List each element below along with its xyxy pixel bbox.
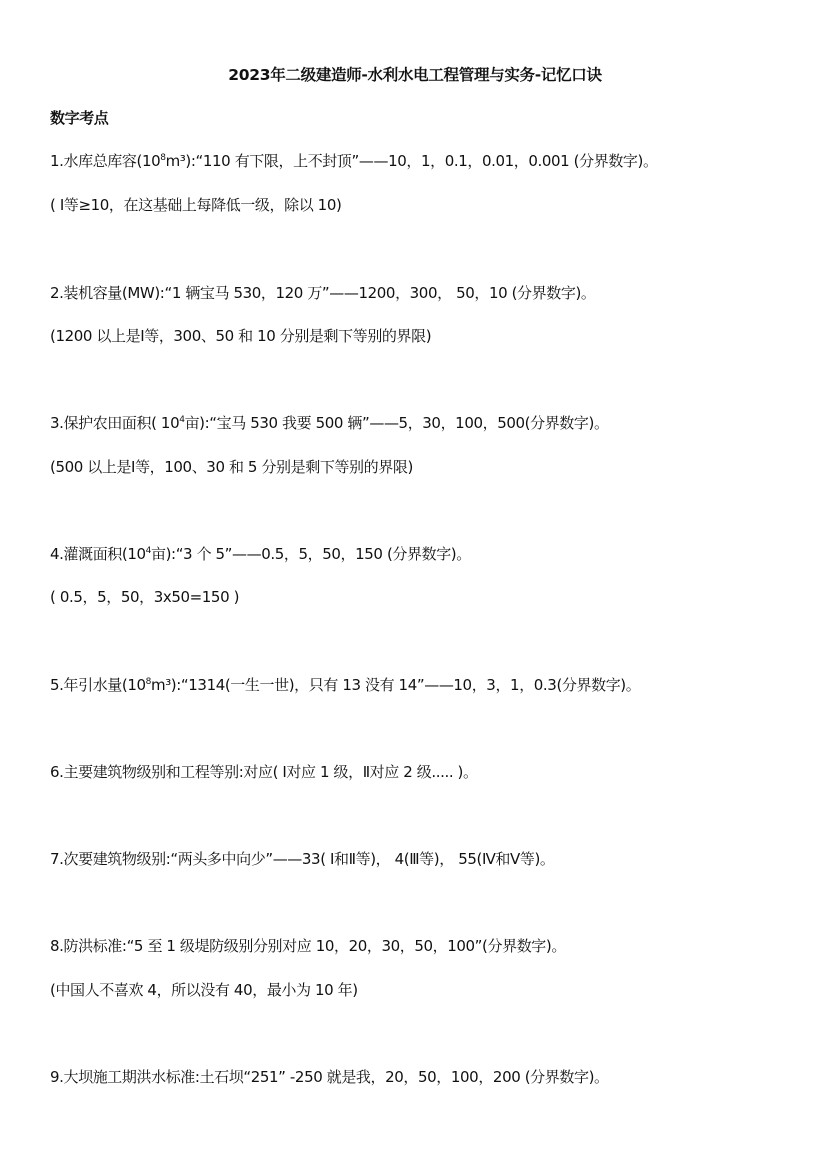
item-8-main: 8.防洪标准:“5 至 1 级堤防级别分别对应 10，20，30，50，100”(分界数字)。: [50, 937, 566, 955]
item-4-note: ( 0.5，5，50，3x50=150 ): [50, 588, 240, 606]
item-3-main: [50, 412, 609, 433]
item-4-prefix: 4.灌溉面积(10: [50, 545, 146, 563]
item-1-rest: m³):“110 有下限，上不封顶”——10，1，0.1，0.01，0.001 (分界数字)。: [165, 152, 658, 170]
item-2-note: (1200 以上是Ⅰ等，300、50 和 10 分别是剩下等别的界限): [50, 327, 432, 345]
item-9-main: 9.大坝施工期洪水标准:土石坝“251” -250 就是我，20，50，100，200 (分界数字)。: [50, 1068, 609, 1086]
item-3-superscript: 4: [179, 415, 185, 425]
item-3-rest: 亩):“宝马 530 我要 500 辆”——5，30，100，500(分界数字)。: [184, 414, 609, 432]
item-4-superscript: 4: [145, 546, 151, 556]
item-3-note: (500 以上是Ⅰ等，100、30 和 5 分别是剩下等别的界限): [50, 458, 413, 476]
item-3-prefix: 3.保护农田面积( 10: [50, 414, 180, 432]
item-1-note: ( Ⅰ等≥10，在这基础上每降低一级，除以 10): [50, 196, 342, 214]
item-8-note: (中国人不喜欢 4，所以没有 40，最小为 10 年): [50, 981, 358, 999]
item-5-prefix: 5.年引水量(10: [50, 676, 146, 694]
item-2-main: 2.装机容量(MW):“1 辆宝马 530，120 万”——1200，300， 50，10 (分界数字)。: [50, 284, 596, 302]
document-title: 2023年二级建造师-水利水电工程管理与实务-记忆口诀: [228, 66, 602, 84]
item-5-rest: m³):“1314(一生一世)，只有 13 没有 14”——10，3，1，0.3(分界数字)。: [150, 676, 641, 694]
section-heading: 数字考点: [50, 109, 109, 127]
item-1-superscript: 8: [160, 153, 166, 163]
item-1-main: [50, 150, 658, 171]
item-4-main: [50, 543, 471, 564]
item-4-rest: 亩):“3 个 5”——0.5，5，50，150 (分界数字)。: [150, 545, 471, 563]
item-6-main: 6.主要建筑物级别和工程等别:对应( Ⅰ对应 1 级，Ⅱ对应 2 级..... )。: [50, 763, 478, 781]
item-5-main: [50, 674, 640, 695]
item-7-main: 7.次要建筑物级别:“两头多中向少”——33( Ⅰ和Ⅱ等)， 4(Ⅲ等)， 55(Ⅳ和Ⅴ等)。: [50, 850, 555, 868]
item-1-prefix: 1.水库总库容(10: [50, 152, 161, 170]
item-5-superscript: 8: [145, 677, 151, 687]
